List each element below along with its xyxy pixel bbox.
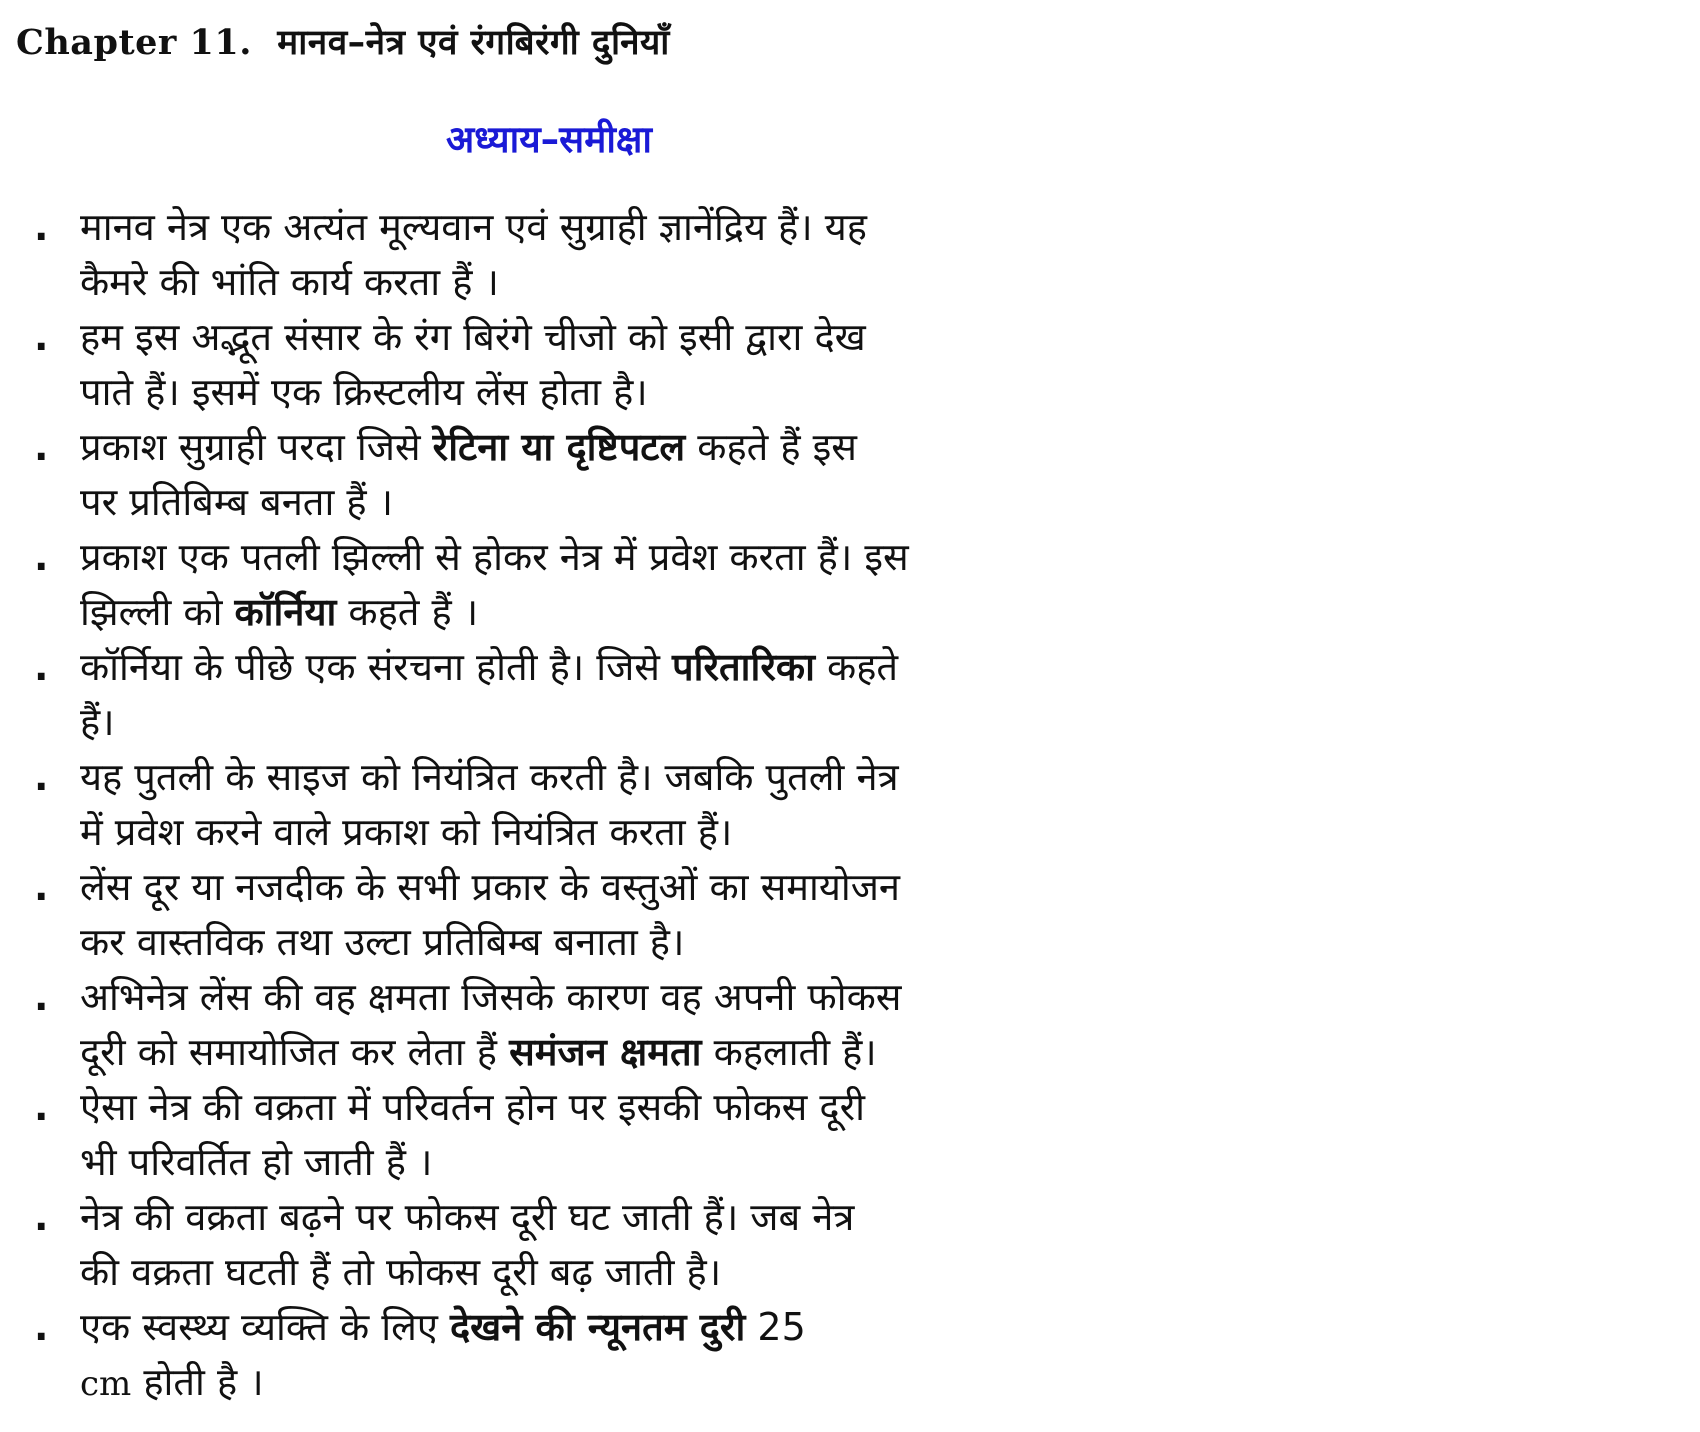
bold-term: रेटिना या दृष्टिपटल	[432, 425, 686, 469]
bullet-marker: .	[34, 315, 49, 359]
summary-point	[30, 530, 1150, 640]
point-line: कैमरे की भांति कार्य करता हैं ।	[80, 260, 499, 304]
text-run: झिल्ली को	[80, 590, 235, 634]
text-run: कहलाती हैं।	[701, 1030, 877, 1074]
point-line: ऐसा नेत्र की वक्रता में परिवर्तन होन पर इसकी फोकस दूरी	[80, 1085, 865, 1129]
summary-list	[30, 200, 1150, 1412]
bold-term: देखने की न्यूनतम दुरी	[449, 1305, 746, 1349]
bullet-marker: .	[34, 1085, 49, 1129]
bullet-marker: .	[34, 755, 49, 799]
text-run: प्रकाश सुग्राही परदा जिसे	[80, 425, 433, 469]
summary-point	[30, 970, 1150, 1080]
point-line: लेंस दूर या नजदीक के सभी प्रकार के वस्तुओं का समायोजन	[80, 865, 900, 909]
chapter-number: Chapter 11.	[16, 22, 252, 63]
point-line: कर वास्तविक तथा उल्टा प्रतिबिम्ब बनाता है।	[80, 920, 685, 964]
point-line	[80, 1025, 1150, 1080]
bold-term: समंजन क्षमता	[509, 1030, 702, 1074]
point-line: पर प्रतिबिम्ब बनता हैं ।	[80, 480, 394, 524]
summary-point	[30, 1300, 1150, 1412]
section-subheading: अध्याय–समीक्षा	[446, 118, 653, 161]
summary-point	[30, 200, 1150, 310]
bullet-marker: .	[34, 865, 49, 909]
text-run: एक स्वस्थ्य व्यक्ति के लिए	[80, 1305, 450, 1349]
text-run: 25	[745, 1305, 806, 1349]
point-line	[80, 585, 1150, 640]
point-line: की वक्रता घटती हैं तो फोकस दूरी बढ़ जाती है।	[80, 1250, 722, 1294]
point-line: हैं।	[80, 700, 115, 744]
bullet-marker: .	[34, 535, 49, 579]
summary-point	[30, 310, 1150, 420]
bullet-marker: .	[34, 975, 49, 1019]
point-line	[80, 1355, 1150, 1412]
summary-point	[30, 420, 1150, 530]
bullet-marker: .	[34, 425, 49, 469]
bullet-marker: .	[34, 645, 49, 689]
chapter-title: मानव–नेत्र एवं रंगबिरंगी दुनियाँ	[277, 23, 670, 63]
point-line: नेत्र की वक्रता बढ़ने पर फोकस दूरी घट जाती हैं। जब नेत्र	[80, 1195, 855, 1239]
point-line	[80, 1300, 1150, 1355]
point-line: प्रकाश एक पतली झिल्ली से होकर नेत्र में प्रवेश करता हैं। इस	[80, 535, 909, 579]
chapter-heading	[16, 18, 670, 65]
point-line: पाते हैं। इसमें एक क्रिस्टलीय लेंस होता है।	[80, 370, 648, 414]
summary-point	[30, 1190, 1150, 1300]
text-run: कहते हैं इस	[685, 425, 857, 469]
bold-term: परितारिका	[672, 645, 815, 689]
point-line: यह पुतली के साइज को नियंत्रित करती है। जबकि पुतली नेत्र	[80, 755, 899, 799]
summary-point	[30, 640, 1150, 750]
text-run: होती है ।	[131, 1360, 264, 1404]
point-line	[80, 640, 1150, 695]
point-line: मानव नेत्र एक अत्यंत मूल्यवान एवं सुग्राही ज्ञानेंद्रिय हैं। यह	[80, 205, 867, 249]
summary-point	[30, 860, 1150, 970]
point-line: हम इस अद्भूत संसार के रंग बिरंगे चीजो को इसी द्वारा देख	[80, 315, 866, 359]
summary-point	[30, 750, 1150, 860]
text-run: दूरी को समायोजित कर लेता हैं	[80, 1030, 510, 1074]
point-line	[80, 420, 1150, 475]
point-line: भी परिवर्तित हो जाती हैं ।	[80, 1140, 433, 1184]
text-run: कॉर्निया के पीछे एक संरचना होती है। जिसे	[80, 645, 673, 689]
bold-term: कॉर्निया	[234, 590, 337, 634]
summary-point	[30, 1080, 1150, 1190]
text-run: कहते	[814, 645, 899, 689]
point-line: में प्रवेश करने वाले प्रकाश को नियंत्रित करता हैं।	[80, 810, 733, 854]
point-line: अभिनेत्र लेंस की वह क्षमता जिसके कारण वह अपनी फोकस	[80, 975, 902, 1019]
bullet-marker: .	[34, 205, 49, 249]
bullet-marker: .	[34, 1305, 49, 1349]
bullet-marker: .	[34, 1195, 49, 1239]
text-run: कहते हैं ।	[336, 590, 479, 634]
unit-text: cm	[80, 1364, 132, 1404]
